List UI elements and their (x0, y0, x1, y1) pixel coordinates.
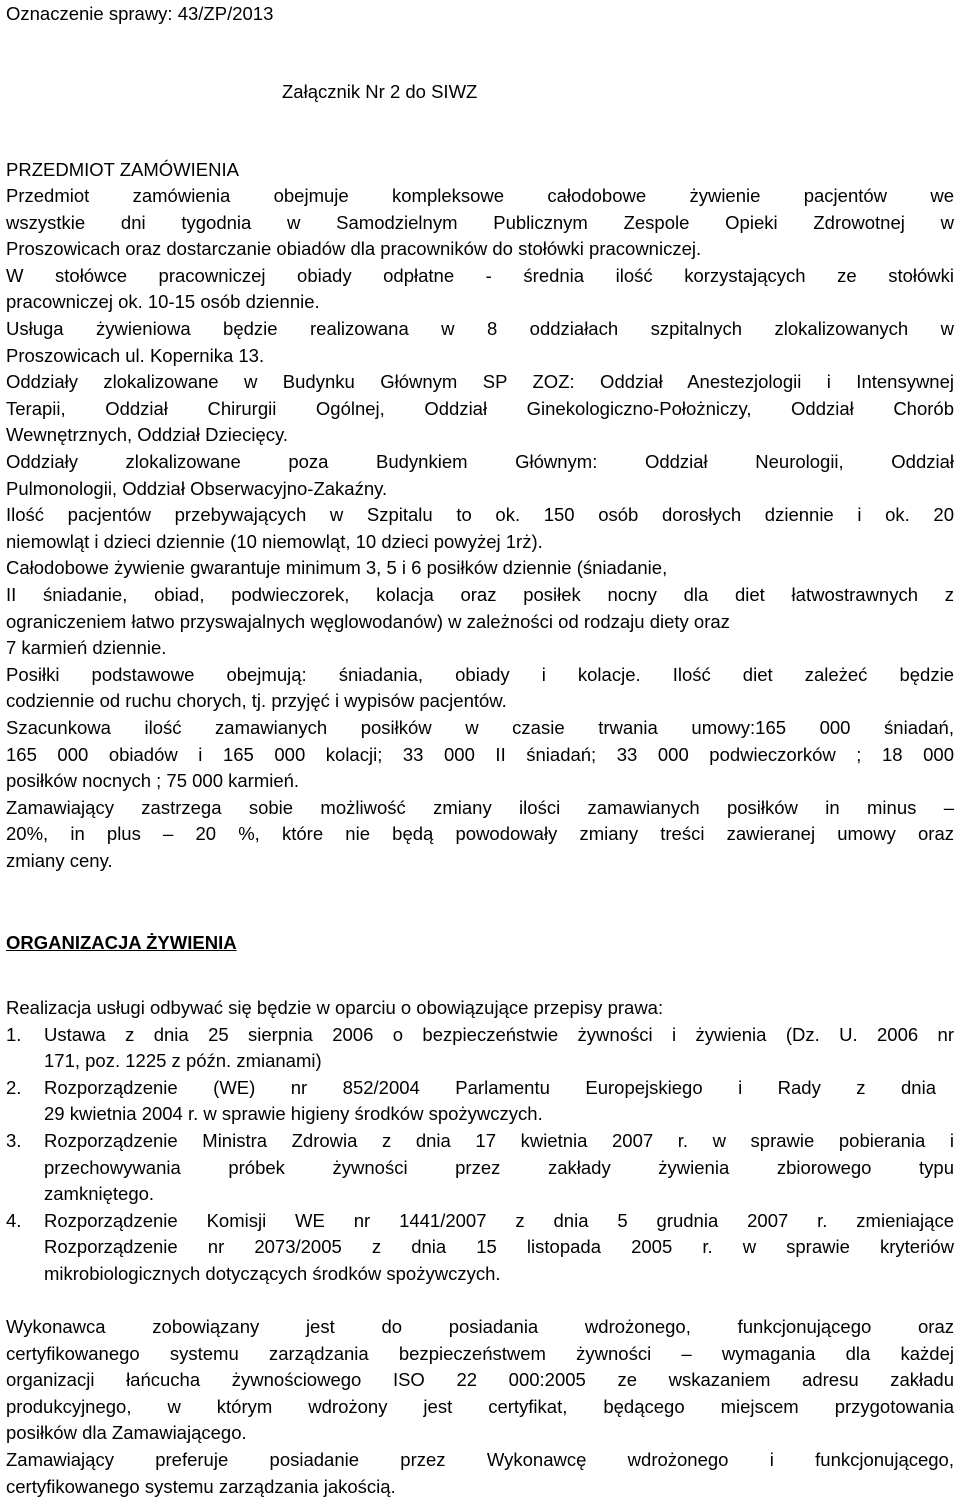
text-line: 29 kwietnia 2004 r. w sprawie higieny środków spożywczych. (44, 1103, 543, 1125)
text-line: Rozporządzenie Komisji WE nr 1441/2007 z dnia 5 grudnia 2007 r. zmieniające (44, 1209, 954, 1231)
legal-intro: Realizacja usługi odbywać się będzie w oparciu o obowiązujące przepisy prawa: (6, 997, 664, 1018)
text-line: 20%, in plus – 20 %, które nie będą powodowały zmiany treści zawieranej umowy oraz (6, 823, 954, 845)
text-line: Szacunkowa ilość zamawianych posiłków w czasie trwania umowy:165 000 śniadań, (6, 717, 954, 738)
text-line: niemowląt i dzieci dziennie (10 niemowląt, 10 dzieci powyżej 1rż). (6, 530, 543, 552)
text-line: Rozporządzenie nr 2073/2005 z dnia 15 listopada 2005 r. w sprawie kryteriów (44, 1236, 954, 1258)
list-number: 2. (6, 1076, 22, 1098)
text-line: wszystkie dni tygodnia w Samodzielnym Publicznym Zespole Opieki Zdrowotnej w (6, 211, 954, 233)
text-line: Terapii, Oddział Chirurgii Ogólnej, Oddział Ginekologiczno-Położniczy, Oddział Chorób (6, 397, 954, 419)
section-heading: ORGANIZACJA ŻYWIENIA (6, 932, 237, 953)
text-line: Zamawiający zastrzega sobie możliwość zmiany ilości zamawianych posiłków in minus – (6, 796, 954, 818)
list-number: 1. (6, 1023, 22, 1045)
list-number: 4. (6, 1209, 22, 1231)
text-line: zamkniętego. (44, 1183, 155, 1205)
text-line: Oddziały zlokalizowane poza Budynkiem Głównym: Oddział Neurologii, Oddział (6, 451, 954, 472)
text-line: 7 karmień dziennie. (6, 637, 167, 659)
text-line: Rozporządzenie (WE) nr 852/2004 Parlamentu Europejskiego i Rady z dnia (44, 1076, 936, 1098)
text-line: Proszowicach oraz dostarczanie obiadów dla pracowników do stołówki pracowniczej. (6, 238, 702, 260)
text-line: pracowniczej ok. 10-15 osób dziennie. (6, 291, 320, 313)
text-line: Usługa żywieniowa będzie realizowana w 8 oddziałach szpitalnych zlokalizowanych w (6, 318, 954, 339)
text-line: 171, poz. 1225 z późn. zmianami) (44, 1050, 322, 1072)
list-item (6, 1208, 954, 1288)
annex-title: Załącznik Nr 2 do SIWZ (282, 81, 478, 102)
text-line: II śniadanie, obiad, podwieczorek, kolacja oraz posiłek nocny dla diet łatwostrawnych z (6, 584, 954, 605)
text-line: Ilość pacjentów przebywających w Szpitalu to ok. 150 osób dorosłych dziennie i ok. 20 (6, 504, 954, 526)
text-line: produkcyjnego, w którym wdrożony jest certyfikat, będącego miejscem przygotowania (6, 1395, 954, 1417)
text-line: Oddziały zlokalizowane w Budynku Głównym SP ZOZ: Oddział Anestezjologii i Intensywnej (6, 371, 954, 393)
text-line: Zamawiający preferuje posiadanie przez Wykonawcę wdrożonego i funkcjonującego, (6, 1449, 954, 1470)
text-line: posiłków dla Zamawiającego. (6, 1422, 247, 1444)
text-line: certyfikowanego systemu zarządzania bezpieczeństwem żywności – wymagania dla każdej (6, 1342, 954, 1364)
text-line: W stołówce pracowniczej obiady odpłatne - średnia ilość korzystających ze stołówki (6, 264, 954, 286)
text-line: Całodobowe żywienie gwarantuje minimum 3, 5 i 6 posiłków dziennie (śniadanie, (6, 557, 668, 579)
text-line: Proszowicach ul. Kopernika 13. (6, 344, 265, 366)
text-line: certyfikowanego systemu zarządzania jakością. (6, 1475, 396, 1497)
text-line: ograniczeniem łatwo przyswajalnych węglowodanów) w zależności od rodzaju diety oraz (6, 610, 730, 632)
text-line: codziennie od ruchu chorych, tj. przyjęć i wypisów pacjentów. (6, 690, 507, 712)
legal-list (6, 1022, 954, 1288)
text-line: Wewnętrznych, Oddział Dziecięcy. (6, 424, 289, 446)
text-line: Przedmiot zamówienia obejmuje kompleksowe całodobowe żywienie pacjentów we (6, 185, 954, 206)
text-line: zmiany ceny. (6, 850, 113, 871)
case-reference: Oznaczenie sprawy: 43/ZP/2013 (6, 3, 274, 24)
text-line: mikrobiologicznych dotyczących środków spożywczych. (44, 1262, 501, 1284)
list-item (6, 1022, 954, 1075)
subject-title: PRZEDMIOT ZAMÓWIENIA (6, 159, 239, 180)
text-line: Rozporządzenie Ministra Zdrowia z dnia 17 kwietnia 2007 r. w sprawie pobierania i (44, 1129, 954, 1151)
list-number: 3. (6, 1129, 22, 1151)
text-line: posiłków nocnych ; 75 000 karmień. (6, 770, 300, 792)
list-item (6, 1075, 954, 1128)
text-line: Posiłki podstawowe obejmują: śniadania, obiady i kolacje. Ilość diet zależeć będzie (6, 663, 954, 685)
text-line: organizacji łańcucha żywnościowego ISO 22 000:2005 ze wskazaniem adresu zakładu (6, 1369, 954, 1391)
text-line: przechowywania próbek żywności przez zakłady żywienia zbiorowego typu (44, 1156, 954, 1178)
text-line: 165 000 obiadów i 165 000 kolacji; 33 000 II śniadań; 33 000 podwieczorków ; 18 000 (6, 743, 954, 765)
text-line: Pulmonologii, Oddział Obserwacyjno-Zakaźny. (6, 477, 388, 499)
list-item (6, 1128, 954, 1208)
text-line: Ustawa z dnia 25 sierpnia 2006 o bezpieczeństwie żywności i żywienia (Dz. U. 2006 nr (44, 1023, 954, 1045)
text-line: Wykonawca zobowiązany jest do posiadania wdrożonego, funkcjonującego oraz (6, 1316, 954, 1337)
